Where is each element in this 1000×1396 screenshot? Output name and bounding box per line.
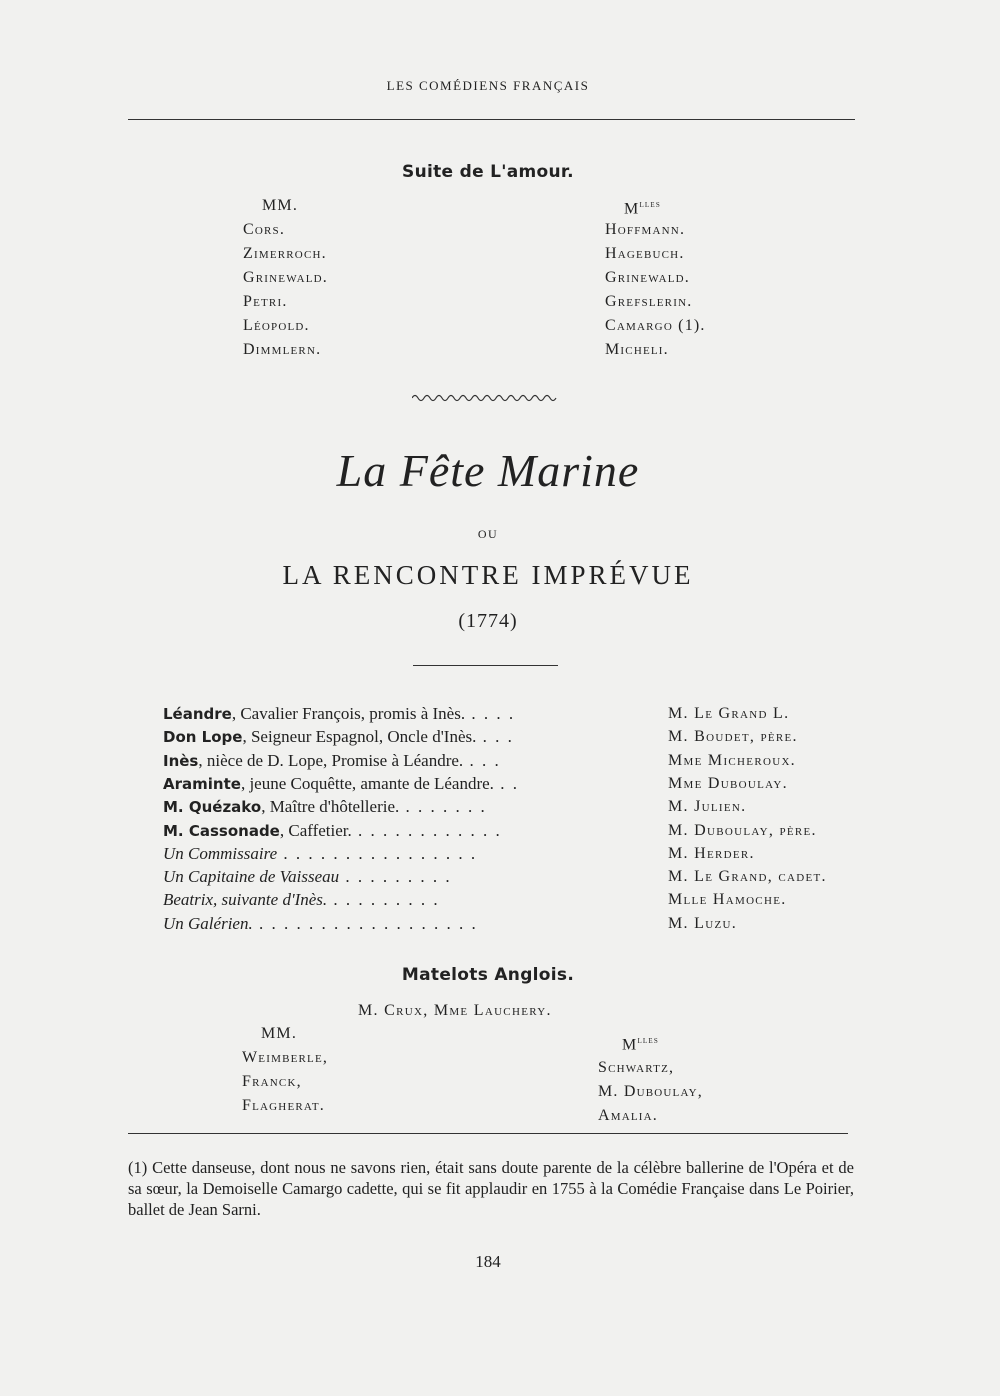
matelots-women-label: $M^{lles}$ xyxy=(622,1035,659,1054)
list-item: Zimerroch. xyxy=(243,245,327,262)
list-item: Schwartz, xyxy=(598,1059,675,1076)
character-description: Beatrix, suivante d'Inès. xyxy=(163,890,328,910)
character-name: M. Quézako xyxy=(163,798,262,817)
footnote: (1) Cette danseuse, dont nous ne savons rien, était sans doute parente de la célèbre ballerine de l'Opéra et de sa sœur, la Demoiselle Camargo cadette, qui se fit applaudir en 1755 à la Comédie Française dans Le Poirier, ballet de Jean Sarni. xyxy=(128,1158,854,1219)
cast-row xyxy=(163,844,683,868)
leader-dots: . . . . . . . . . xyxy=(339,867,452,887)
matelots-men-label: MM. xyxy=(261,1025,298,1042)
play-year: (1774) xyxy=(458,610,518,632)
page-number: 184 xyxy=(475,1252,501,1271)
cast-row xyxy=(163,797,683,821)
list-item: Léopold. xyxy=(243,317,310,334)
character-description: Un Capitaine de Vaisseau xyxy=(163,867,340,887)
section-heading-suite: Suite de L'amour. xyxy=(402,162,574,182)
leader-dots: . . . . . . . . . . . . . . . . . . xyxy=(252,913,478,933)
actor-name: M. Le Grand L. xyxy=(668,705,790,722)
leader-dots: . . . . xyxy=(465,704,516,723)
list-item: Amalia. xyxy=(598,1107,659,1124)
actor-name: M. Herder. xyxy=(668,844,755,862)
matelots-leads: M. Crux, Mme Lauchery. xyxy=(358,1002,552,1019)
leader-dots: . . xyxy=(493,773,519,793)
list-item: Micheli. xyxy=(605,341,669,358)
suite-women-list xyxy=(605,218,706,362)
actor-name: Mme Micheroux. xyxy=(668,751,796,769)
men-label: MM. xyxy=(262,197,299,214)
ornament-squiggle xyxy=(412,392,557,404)
cast-row xyxy=(163,890,683,914)
character-description: Un Galérien. xyxy=(163,913,253,933)
actor-name: M. Boudet, père. xyxy=(668,728,798,746)
list-item: Hagebuch. xyxy=(605,245,685,262)
character-description: Un Commissaire xyxy=(163,843,278,863)
leader-dots: . . . xyxy=(476,727,514,747)
list-item: M. Duboulay, xyxy=(598,1083,703,1100)
cast-row xyxy=(163,914,683,938)
leader-dots: . . . . . . . . . . . . . . . . xyxy=(277,843,478,863)
actor-name: M. Luzu. xyxy=(668,914,738,932)
character-description: , nièce de D. Lope, Promise à Léandre. xyxy=(198,750,464,770)
character-name: Léandre xyxy=(163,705,232,723)
title-connector: OU xyxy=(477,527,499,541)
actor-name: M. Julien. xyxy=(668,798,747,816)
character-description: , Cavalier François, promis à Inès. xyxy=(231,704,466,723)
cast-row xyxy=(163,704,683,728)
character-name: Don Lope xyxy=(163,728,243,747)
leader-dots: . . . xyxy=(463,750,501,770)
list-item: Dimmlern. xyxy=(243,341,322,358)
actor-name: Mlle Hamoche. xyxy=(668,891,787,909)
running-head: LES COMÉDIENS FRANÇAIS xyxy=(386,78,590,93)
list-item: Hoffmann. xyxy=(605,221,686,238)
header-rule xyxy=(128,119,855,120)
cast-row xyxy=(163,774,683,798)
list-item: Grinewald. xyxy=(605,269,690,286)
list-item: Franck, xyxy=(242,1073,302,1090)
character-name: M. Cassonade xyxy=(163,821,280,840)
cast-row xyxy=(163,751,683,775)
list-item: Weimberle, xyxy=(242,1049,329,1066)
character-description: , Maître d'hôtellerie. xyxy=(261,797,400,817)
leader-dots: . . . . . . . . . xyxy=(327,890,440,910)
leader-dots: . . . . . . . xyxy=(399,797,487,817)
cast-row xyxy=(163,727,683,751)
matelots-men-list xyxy=(242,1046,328,1118)
character-description: , Caffetier. xyxy=(279,820,352,840)
actor-name: M. Le Grand, cadet. xyxy=(668,868,827,886)
character-description: , Seigneur Espagnol, Oncle d'Inès. xyxy=(242,727,477,747)
list-item: Petri. xyxy=(243,293,288,310)
title-rule xyxy=(413,665,558,666)
actor-name: M. Duboulay, père. xyxy=(668,821,817,839)
list-item: Camargo (1). xyxy=(605,317,706,334)
matelots-women-list xyxy=(598,1056,703,1128)
character-name: Araminte xyxy=(163,774,241,793)
section-heading-matelots: Matelots Anglois. xyxy=(401,965,575,985)
cast-row xyxy=(163,867,683,891)
list-item: Grinewald. xyxy=(243,269,328,286)
women-label: $M^{lles}$ xyxy=(624,199,661,218)
character-name: Inès xyxy=(163,751,199,770)
play-title: La Fête Marine xyxy=(336,445,640,496)
footnote-rule xyxy=(128,1133,848,1134)
list-item: Grefslerin. xyxy=(605,293,693,310)
list-item: Cors. xyxy=(243,221,286,238)
list-item: Flagherat. xyxy=(242,1097,325,1114)
actor-name: Mme Duboulay. xyxy=(668,774,788,792)
play-subtitle: LA RENCONTRE IMPRÉVUE xyxy=(282,560,694,590)
cast-row xyxy=(163,821,683,845)
leader-dots: . . . . . . . . . . . . xyxy=(351,820,502,840)
suite-men-list xyxy=(243,218,328,362)
character-description: , jeune Coquêtte, amante de Léandre. xyxy=(240,773,494,793)
